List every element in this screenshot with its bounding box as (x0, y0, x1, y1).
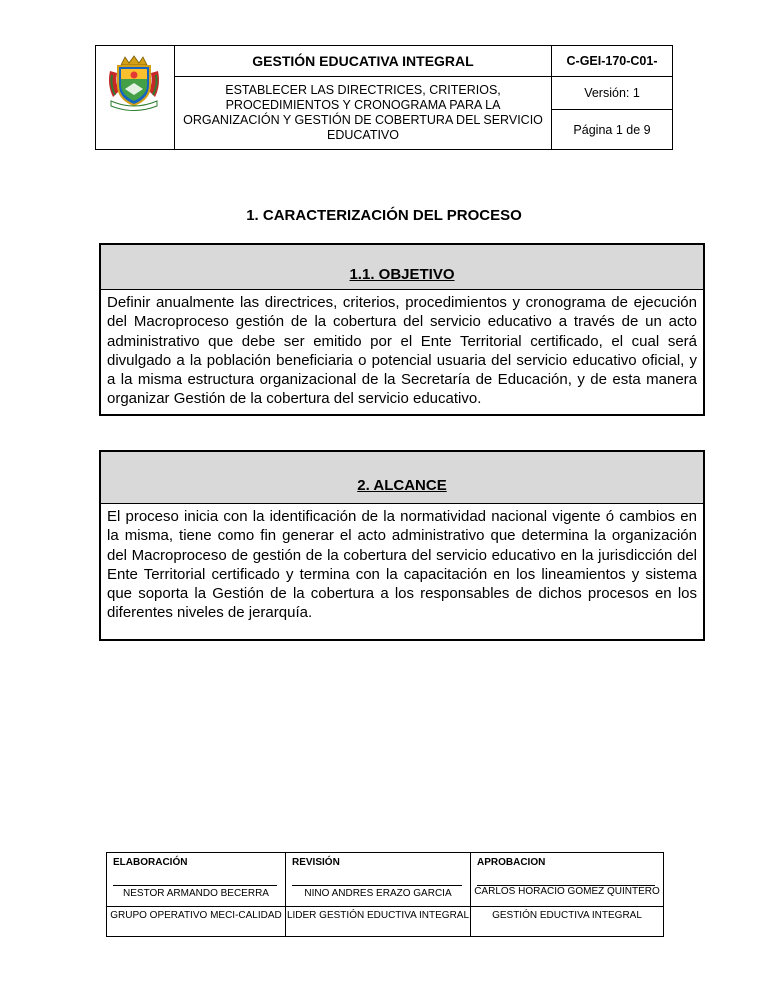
scope-box (99, 450, 705, 641)
signature-elaboration (107, 853, 286, 936)
signature-table (106, 852, 664, 937)
signature-position: GRUPO OPERATIVO MECI-CALIDAD (110, 910, 282, 921)
objective-body: Definir anualmente las directrices, criterios, procedimientos y cronograma de ejecución del Macroproceso gestión de la cobertura del servicio educativo a través de un acto administrativo que debe ser emitido por el Ente Territorial certificado, el cual será divulgado a la población beneficiaria o potencial usuaria del servicio educativo oficial, y a la misma estructura organizacional de la Secretaría de Educación, y de esta manera organizar Gestión de la cobertura del servicio educativo. (107, 294, 697, 408)
document-description: ESTABLECER LAS DIRECTRICES, CRITERIOS, PROCEDIMIENTOS Y CRONOGRAMA PARA LA ORGANIZACIÓN Y GESTIÓN DE COBERTURA DEL SERVICIO EDUCATIVO (175, 77, 552, 149)
objective-heading-text: 1.1. OBJETIVO (349, 266, 455, 283)
signature-name: NINO ANDRES ERAZO GARCIA (304, 888, 452, 899)
section-title: 1. CARACTERIZACIÓN DEL PROCESO (246, 207, 522, 224)
logo-cell (96, 46, 175, 149)
document-title: GESTIÓN EDUCATIVA INTEGRAL (175, 46, 552, 77)
signature-review (286, 853, 471, 936)
signature-divider (286, 906, 470, 907)
signature-divider (471, 906, 663, 907)
document-code: C-GEI-170-C01- (552, 46, 672, 77)
page-number: Página 1 de 9 (573, 122, 651, 137)
signature-position: LIDER GESTIÓN EDUCTIVA INTEGRAL (286, 910, 470, 921)
signature-role: APROBACION (477, 857, 546, 868)
signature-name: NESTOR ARMANDO BECERRA (123, 888, 269, 899)
coat-of-arms-icon (107, 55, 161, 113)
signature-line (292, 885, 462, 886)
signature-line (113, 885, 277, 886)
signature-position: GESTIÓN EDUCTIVA INTEGRAL (492, 910, 642, 921)
signature-approval (471, 853, 663, 936)
signature-name: CARLOS HORACIO GOMEZ QUINTERO (474, 886, 660, 897)
document-version: Versión: 1 (552, 77, 672, 110)
scope-body: El proceso inicia con la identificación de la normatividad nacional vigente ó cambios en la misma, tiene como fin generar el acto administrativo que determina la organización del Macroproceso de gestión de la cobertura del servicio educativo en la jurisdicción del Ente Territorial certificado y termina con la capacitación en los lineamientos y sistema que soporta la Gestión de la cobertura a los responsables de dichos procesos en los diferentes niveles de jerarquía. (107, 508, 697, 622)
signature-divider (107, 906, 285, 907)
scope-heading (101, 452, 703, 504)
scope-heading-text: 2. ALCANCE (357, 477, 447, 494)
objective-heading (101, 245, 703, 290)
signature-role: ELABORACIÓN (113, 857, 188, 868)
document-header-table (95, 45, 673, 150)
objective-box (99, 243, 705, 416)
signature-role: REVISIÓN (292, 857, 340, 868)
